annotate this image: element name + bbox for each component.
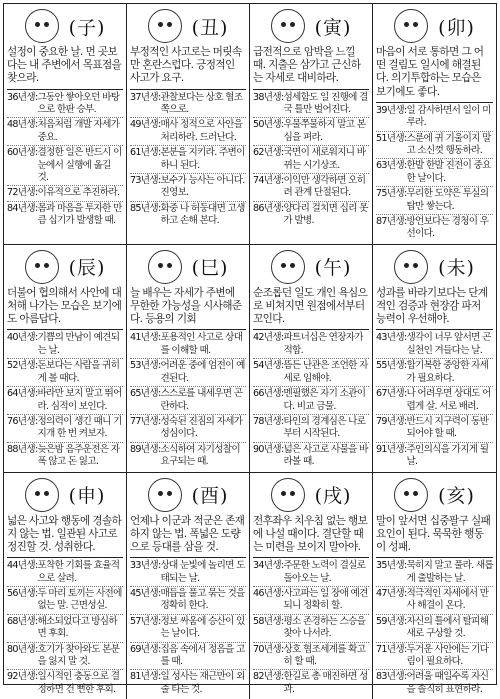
year-entry [376, 587, 493, 615]
birth-year-label: 86년생: [253, 202, 284, 214]
year-entry [376, 415, 493, 443]
fortune-text: 타인의 경계심은 나로부터 시작된다. [283, 415, 366, 440]
year-list [130, 559, 246, 697]
fortune-text: 이익만 생각하면 오히려 관계 단절된다. [283, 175, 366, 199]
zodiac-header [253, 247, 369, 287]
year-entry [253, 174, 369, 202]
birth-year-label: 46년생: [253, 587, 284, 599]
birth-year-label: 50년생: [253, 119, 284, 131]
birth-year-label: 63년생: [376, 160, 407, 172]
birth-year-label: 88년생: [7, 443, 38, 455]
birth-year-label: 69년생: [130, 643, 161, 655]
year-list [130, 331, 246, 469]
birth-year-label: 76년생: [7, 415, 38, 427]
year-entry [253, 615, 369, 643]
rat-icon [25, 9, 59, 43]
fortune-text: 결정한 일은 반드시 이 눈에서 실행에 옮길 것. [37, 147, 122, 184]
fortune-text: 반드시 지구력이 동반되어야 할 때. [406, 415, 489, 440]
year-entry [130, 443, 246, 470]
year-entry [7, 615, 123, 643]
dog-icon [271, 478, 305, 512]
zodiac-summary: 마음이 서로 통하면 그 어떤 걸림도 일시에 해결된다. 의기투합하는 모습은 보기에도 좋다. [376, 46, 493, 103]
fortune-text: 주인의식을 가지게 될 날. [406, 443, 489, 468]
birth-year-label: 44년생: [7, 560, 38, 572]
year-entry [7, 359, 123, 387]
monkey-icon [25, 478, 59, 512]
fortune-text: 포착한 기회를 효율적으로 살려. [37, 560, 120, 584]
year-entry [253, 587, 369, 615]
birth-year-label: 35년생: [376, 560, 407, 572]
zodiac-cell-9 [127, 473, 250, 699]
zodiac-header [7, 247, 123, 287]
year-entry [376, 159, 493, 187]
year-entry [130, 202, 246, 229]
birth-year-label: 60년생: [7, 147, 38, 159]
fortune-text: 몸과 마음을 투자한 만큼 십기가 발생할 때. [37, 202, 122, 227]
year-list [253, 91, 369, 229]
birth-year-label: 79년생: [376, 415, 407, 427]
horoscope-grid [3, 3, 497, 695]
zodiac-hanja: (辰) [68, 257, 106, 280]
fortune-text: 정보 싸움에 승산이 있는 날이다. [160, 615, 245, 640]
year-entry [376, 615, 493, 643]
fortune-text: 상호 협조세계를 확고히 할 때. [283, 643, 366, 667]
year-entry [7, 146, 123, 186]
year-entry [130, 559, 246, 587]
year-list [7, 331, 123, 469]
birth-year-label: 68년생: [7, 615, 38, 627]
fortune-text: 자신의 틀에서 탈피해 새로 구상할 것. [406, 615, 489, 640]
fortune-text: 주문한 노력이 결실로 돌아오는 날. [283, 560, 366, 584]
zodiac-cell-1 [127, 4, 250, 245]
year-entry [253, 146, 369, 174]
birth-year-label: 61년생: [130, 147, 161, 159]
birth-year-label: 92년생: [7, 671, 38, 683]
year-entry [253, 118, 369, 146]
fortune-text: 나 어려우면 상대도 어렵게 살. 서로 배려. [406, 388, 491, 412]
tiger-icon [271, 9, 305, 43]
birth-year-label: 65년생: [130, 388, 161, 400]
zodiac-hanja: (丑) [191, 16, 229, 39]
fortune-text: 양다리 걸치면 십리 못 가 발병. [283, 202, 368, 227]
birth-year-label: 55년생: [376, 360, 407, 372]
fortune-text: 일 감사하면서 일이 미루라. [406, 104, 491, 129]
fortune-text: 상대 눈빛에 놀리면 도태되는 날. [160, 560, 245, 584]
fortune-text: 두 마리 토끼는 사전에 없는 말. 근면성실. [37, 587, 122, 612]
fortune-text: 스룬에 귀 기울이지 말고 소신껏 행동하라. [406, 132, 491, 157]
birth-year-label: 58년생: [253, 615, 284, 627]
year-entry [7, 387, 123, 415]
year-list [7, 91, 123, 229]
year-entry [7, 331, 123, 359]
zodiac-hanja: (卯) [438, 16, 475, 39]
zodiac-cell-10 [250, 473, 373, 699]
zodiac-summary: 말이 앞서면 십중팔구 실패요인이 된다. 묵묵한 행동이 성패. [376, 515, 493, 559]
year-entry [253, 331, 369, 359]
fortune-text: 관찰보다는 상호 협조 쪽으로. [160, 91, 243, 116]
year-entry [130, 587, 246, 615]
zodiac-cell-0 [4, 4, 127, 245]
fortune-text: 처음처럼 개발 자세가 중요. [37, 119, 120, 143]
fortune-text: 묵히지 말고 풀라. 새롭게 출발하는 날. [406, 560, 493, 584]
rooster-icon [148, 478, 182, 512]
birth-year-label: 45년생: [130, 587, 161, 599]
fortune-text: 기쁨의 만남이 예견되는 날. [37, 332, 120, 356]
fortune-text: 이유적으로 추진하라. [37, 187, 120, 199]
birth-year-label: 77년생: [130, 415, 161, 427]
year-entry [130, 615, 246, 643]
fortune-text: 보수가 능사는 아니다. 진영보. [160, 175, 245, 199]
fortune-text: 일 성사는 재근만이 외줄 타는 것. [160, 671, 245, 695]
birth-year-label: 56년생: [7, 587, 38, 599]
fortune-text: 적극적인 자세에서 만사 해결이 온다. [406, 587, 489, 612]
birth-year-label: 43년생: [376, 332, 407, 344]
zodiac-header [376, 247, 493, 287]
birth-year-label: 67년생: [376, 388, 407, 400]
birth-year-label: 53년생: [130, 360, 161, 372]
birth-year-label: 42년생: [253, 332, 284, 344]
birth-year-label: 41년생: [130, 332, 161, 344]
zodiac-header [7, 6, 123, 46]
zodiac-hanja: (亥) [438, 485, 475, 508]
birth-year-label: 74년생: [253, 175, 284, 187]
year-list [376, 104, 493, 242]
year-entry [376, 643, 493, 671]
year-entry [376, 331, 493, 359]
fortune-text: 포용적인 사고로 상대를 이해할 때. [160, 332, 243, 356]
fortune-text: 파트너십은 연장자가 적합. [283, 332, 363, 356]
year-entry [7, 587, 123, 615]
year-entry [7, 415, 123, 443]
zodiac-hanja: (酉) [191, 485, 229, 508]
zodiac-cell-8 [4, 473, 127, 699]
zodiac-header [130, 247, 246, 287]
zodiac-header [253, 6, 369, 46]
fortune-text: 스스로를 내세우면 곤란하다. [160, 388, 243, 412]
birth-year-label: 47년생: [376, 587, 407, 599]
birth-year-label: 49년생: [130, 119, 161, 131]
year-entry [376, 104, 493, 132]
birth-year-label: 62년생: [253, 147, 284, 159]
fortune-text: 어려운 중에 엄전이 예견된다. [160, 360, 245, 384]
fortune-text: 방언보다는 경청이 우선이다. [406, 216, 489, 240]
year-entry [253, 359, 369, 387]
year-entry [7, 643, 123, 671]
year-entry [376, 132, 493, 160]
birth-year-label: 39년생: [376, 104, 407, 116]
zodiac-header [376, 475, 493, 515]
year-entry [130, 415, 246, 443]
birth-year-label: 81년생: [130, 671, 161, 683]
snake-icon [148, 250, 182, 284]
year-list [376, 331, 493, 469]
year-list [7, 559, 123, 697]
birth-year-label: 37년생: [130, 91, 161, 103]
year-entry [253, 643, 369, 671]
year-entry [7, 118, 123, 146]
zodiac-cell-2 [250, 4, 373, 245]
zodiac-cell-7 [373, 245, 496, 473]
birth-year-label: 51년생: [376, 132, 407, 144]
year-entry [253, 415, 369, 443]
year-list [253, 331, 369, 469]
fortune-text: 멘필했은 자기 소관이다. 비교 금물. [283, 388, 366, 412]
fortune-text: 한발 한발 진전이 중요한 날이다. [406, 160, 491, 184]
year-entry [253, 387, 369, 415]
fortune-text: 성숙된 진짐의 자세가 성심이다. [160, 415, 243, 440]
birth-year-label: 83년생: [376, 671, 407, 683]
birth-year-label: 57년생: [130, 615, 161, 627]
year-entry [130, 91, 246, 119]
zodiac-header [376, 6, 493, 46]
year-list [253, 559, 369, 697]
birth-year-label: 80년생: [7, 643, 38, 655]
birth-year-label: 90년생: [253, 443, 284, 455]
ox-icon [148, 9, 182, 43]
zodiac-summary: 부정적인 사고로는 머릿속만 혼란스럽다. 긍정적인 사고가 요구. [130, 46, 246, 90]
fortune-text: 해소되었다고 방심하면 후회. [37, 615, 117, 640]
birth-year-label: 84년생: [7, 202, 38, 214]
dragon-icon [25, 250, 59, 284]
birth-year-label: 71년생: [376, 643, 407, 655]
fortune-text: 우물쭈물하지 말고 본심을 펴라. [283, 119, 366, 143]
year-entry [253, 202, 369, 229]
year-entry [376, 559, 493, 587]
zodiac-hanja: (寅) [314, 16, 352, 39]
birth-year-label: 66년생: [253, 388, 284, 400]
birth-year-label: 87년생: [376, 216, 407, 228]
year-entry [376, 670, 493, 697]
zodiac-cell-6 [250, 245, 373, 473]
year-entry [376, 387, 493, 415]
zodiac-hanja: (午) [314, 257, 352, 280]
birth-year-label: 75년생: [376, 188, 407, 200]
rabbit-icon [394, 9, 428, 43]
birth-year-label: 40년생: [7, 332, 38, 344]
horse-icon [271, 250, 305, 284]
fortune-text: 돈보다는 사람을 귀히 게 볼 때다. [37, 360, 120, 384]
year-entry [376, 359, 493, 387]
fortune-text: 넓은 사고로 사물을 바라볼 때. [283, 443, 368, 468]
zodiac-summary: 넓은 사고와 행동에 경솔하지 않는 법. 일관된 사고로 정진할 것. 성취한다. [7, 515, 123, 559]
zodiac-header [130, 6, 246, 46]
birth-year-label: 48년생: [7, 119, 38, 131]
zodiac-hanja: (子) [68, 16, 106, 39]
year-entry [7, 186, 123, 201]
zodiac-summary: 순조롭던 일도 개인 욕심으로 비쳐지면 원점에서부터 꼬인다. [253, 287, 369, 331]
birth-year-label: 72년생: [7, 187, 38, 199]
year-entry [130, 146, 246, 174]
birth-year-label: 82년생: [253, 671, 284, 683]
fortune-text: 국면이 새로워지니 바뀌는 시기상조. [283, 147, 366, 171]
zodiac-header [253, 475, 369, 515]
year-entry [376, 187, 493, 215]
zodiac-summary: 설정이 중요한 날. 먼 곳보다는 내 주변에서 목표점을 찾으라. [7, 46, 123, 90]
fortune-text: 늦은밤 음주운전은 자폭 않고 돈 잃고. [37, 443, 120, 468]
birth-year-label: 78년생: [253, 415, 284, 427]
birth-year-label: 33년생: [130, 560, 161, 572]
fortune-text: 집음 속에서 정음을 고를 때. [160, 643, 245, 667]
zodiac-cell-3 [373, 4, 496, 245]
year-entry [7, 670, 123, 697]
zodiac-summary: 전후좌우 치우침 없는 행보에 나설 때이다. 결단할 때는 미련을 보이지 말아야. [253, 515, 369, 559]
year-entry [7, 443, 123, 470]
year-entry [130, 331, 246, 359]
birth-year-label: 89년생: [130, 443, 161, 455]
zodiac-cell-11 [373, 473, 496, 699]
year-entry [130, 118, 246, 146]
zodiac-summary: 늘 배우는 자세가 주변에 무한한 가능성을 시사해준다. 등용의 기회 [130, 287, 246, 331]
fortune-text: 뜸든 난관은 조언한 자세로 임해야. [283, 360, 368, 384]
year-entry [130, 387, 246, 415]
birth-year-label: 64년생: [7, 388, 38, 400]
fortune-text: 사고파는 일 장애 예견되니 정확히 할. [283, 587, 368, 612]
year-entry [130, 643, 246, 671]
zodiac-cell-5 [127, 245, 250, 473]
year-entry [253, 443, 369, 470]
birth-year-label: 54년생: [253, 360, 284, 372]
year-entry [130, 174, 246, 202]
zodiac-header [7, 475, 123, 515]
fortune-text: 소식하여 자기성찰이 요구되는 때. [160, 443, 240, 468]
year-entry [376, 215, 493, 242]
zodiac-cell-4 [4, 245, 127, 473]
year-entry [253, 559, 369, 587]
zodiac-header [130, 475, 246, 515]
birth-year-label: 34년생: [253, 560, 284, 572]
fortune-text: 무리한 도약은 투실의 탑만 쌓는다. [406, 188, 489, 212]
fortune-text: 두거운 사안에는 기다림이 필요하다. [406, 643, 489, 667]
zodiac-summary: 급전적으로 암박을 느낄 때. 지출은 삼가고 근신하는 자세로 대비하라. [253, 46, 369, 90]
fortune-text: 바라만 보지 말고 뛰어라. 심적이 보인다. [37, 388, 122, 412]
zodiac-hanja: (未) [438, 257, 475, 280]
fortune-text: 화중 나 허둥대면 고생하고 손해 본다. [160, 202, 245, 227]
birth-year-label: 73년생: [130, 175, 161, 187]
fortune-text: 그동안 쌓아오던 바탕으로 한판 승부. [37, 91, 120, 116]
zodiac-summary: 더불어 협의해서 사안에 대처해 나가는 모습은 보기에도 아름답다. [7, 287, 123, 331]
fortune-text: 호기가 찾아와도 본분을 잃지 말 것. [37, 643, 120, 667]
year-entry [7, 202, 123, 229]
year-entry [253, 670, 369, 697]
fortune-text: 본분을 지키라. 주변이 하니 된다. [160, 147, 245, 171]
birth-year-label: 70년생: [253, 643, 284, 655]
fortune-text: 매듭을 풀고 묶는 것을 정확히 한다. [160, 587, 245, 612]
fortune-text: 한길로 총 매진하면 성과. [283, 671, 368, 695]
birth-year-label: 36년생: [7, 91, 38, 103]
pig-icon [394, 478, 428, 512]
year-entry [7, 91, 123, 119]
fortune-text: 섬세함도 일 진행에 결국 틀만 벌어진다. [283, 91, 368, 116]
birth-year-label: 85년생: [130, 202, 161, 214]
zodiac-summary: 언제나 이군과 적군은 존재하지 않는 법. 폭넓은 도량으로 등대를 삼을 것. [130, 515, 246, 559]
fortune-text: 일시적인 충동으로 결정하면 건 뻔한 후회. [37, 671, 120, 695]
birth-year-label: 52년생: [7, 360, 38, 372]
year-entry [376, 443, 493, 470]
fortune-text: 어려울 때일수록 자신을 솔직히 표현하라. [406, 671, 489, 695]
zodiac-hanja: (巳) [191, 257, 229, 280]
birth-year-label: 38년생: [253, 91, 284, 103]
year-entry [130, 670, 246, 697]
zodiac-hanja: (申) [68, 485, 106, 508]
zodiac-hanja: (戌) [314, 485, 352, 508]
zodiac-summary: 성과를 바라기보다는 단계적인 검증과 현장감 파저 능력이 우선해야. [376, 287, 493, 331]
fortune-text: 매사 정적으로 사안을 처리하라. 드러난다. [160, 119, 243, 143]
year-entry [130, 359, 246, 387]
fortune-text: 평소 존경하는 스승을 찾아 나서라. [283, 615, 366, 640]
fortune-text: 정의력이 생긴 때니 기지개 한 번 켜보자. [37, 415, 122, 440]
year-list [130, 91, 246, 229]
year-entry [253, 91, 369, 119]
birth-year-label: 91년생: [376, 443, 407, 455]
fortune-text: 생각이 너무 앞서면 곤 실천인 겨들다는 날. [406, 332, 491, 356]
fortune-text: 합기복한 중앙한 자세가 필요하다. [406, 360, 489, 384]
year-list [376, 559, 493, 697]
year-entry [7, 559, 123, 587]
birth-year-label: 59년생: [376, 615, 407, 627]
sheep-icon [394, 250, 428, 284]
